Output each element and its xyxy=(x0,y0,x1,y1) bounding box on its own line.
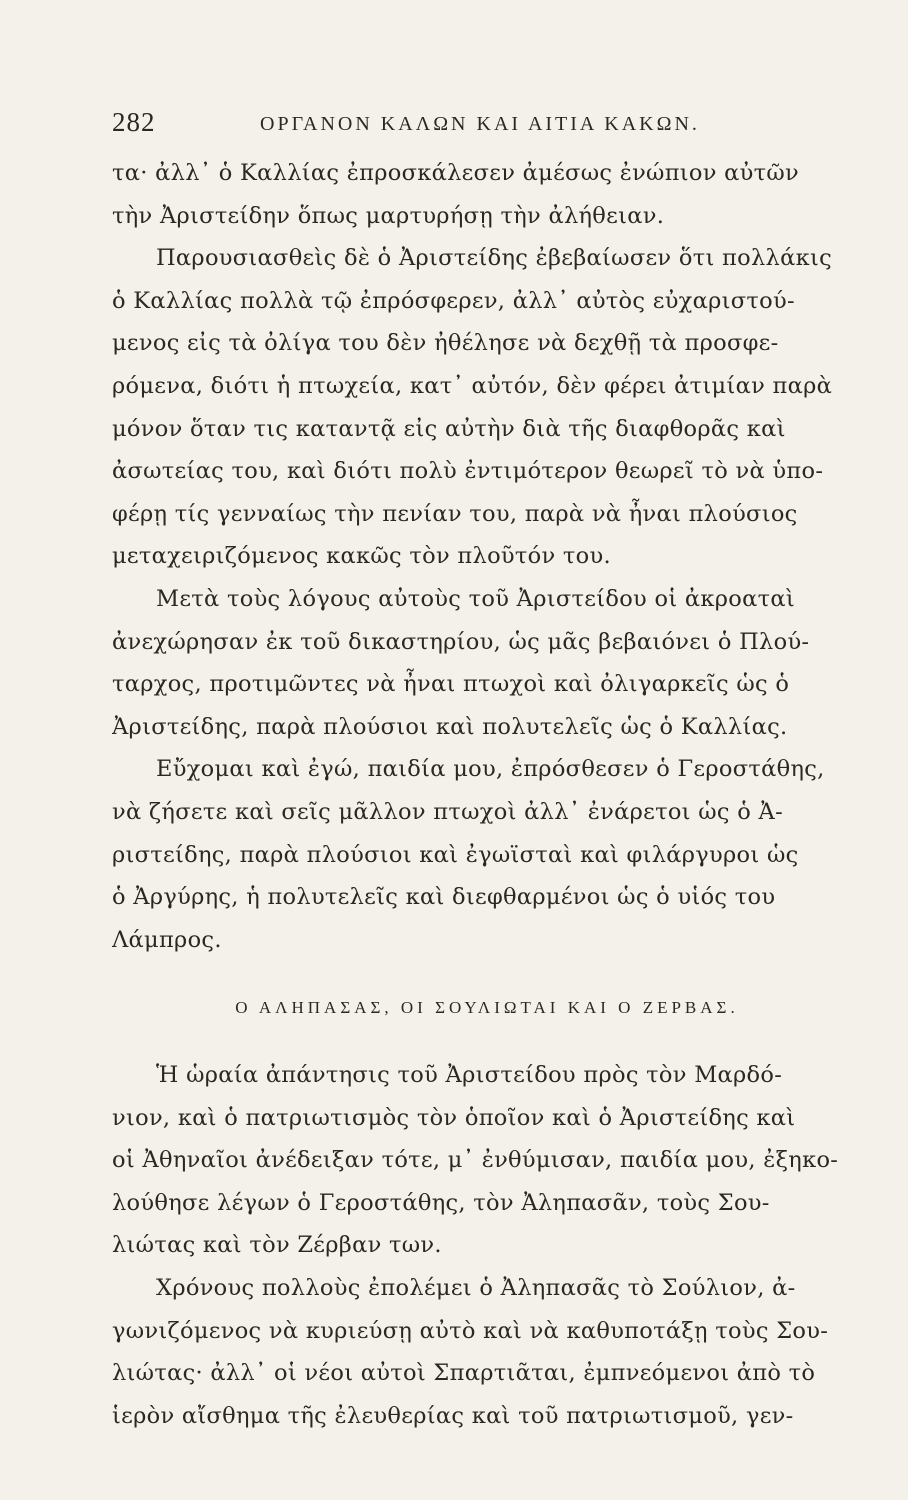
text-line: φέρῃ τίς γενναίως τὴν πενίαν του, παρὰ νὰ ἦναι πλούσιος xyxy=(112,500,798,527)
page-number: 282 xyxy=(112,107,156,137)
text-line: μεταχειριζόμενος κακῶς τὸν πλοῦτόν του. xyxy=(112,543,611,570)
text-line: Ἡ ὡραία ἀπάντησις τοῦ Ἀριστείδου πρὸς τὸν Μαρδό- xyxy=(156,1062,783,1088)
text-line: λιώτας· ἀλλ᾽ οἱ νέοι αὐτοὶ Σπαρτιᾶται, ἐμπνεόμενοι ἀπὸ τὸ xyxy=(112,1360,816,1387)
text-line: Μετὰ τοὺς λόγους αὐτοὺς τοῦ Ἀριστείδου οἱ ἀκροαταὶ xyxy=(156,585,795,612)
text-line: νὰ ζήσετε καὶ σεῖς μᾶλλον πτωχοὶ ἀλλ᾽ ἐνάρετοι ὡς ὁ Ἀ- xyxy=(112,798,784,825)
text-line: λιώτας καὶ τὸν Ζέρβαν των. xyxy=(112,1232,442,1259)
text-line: ἀνεχώρησαν ἐκ τοῦ δικαστηρίου, ὡς μᾶς βεβαιόνει ὁ Πλού- xyxy=(112,628,810,655)
section-heading: Ο ΑΛΗΠΑΣΑΣ, ΟΙ ΣΟΥΛΙΩΤΑΙ ΚΑΙ Ο ΖΕΡΒΑΣ. xyxy=(235,998,739,1017)
text-line: Χρόνους πολλοὺς ἐπολέμει ὁ Ἀληπασᾶς τὸ Σούλιον, ἀ- xyxy=(156,1274,796,1301)
text-line: Ἀριστείδης, παρὰ πλούσιοι καὶ πολυτελεῖς ὡς ὁ Καλλίας. xyxy=(112,713,788,740)
text-line: Εὔχομαι καὶ ἐγώ, παιδία μου, ἐπρόσθεσεν ὁ Γεροστάθης, xyxy=(156,756,825,783)
text-line: ταρχος, προτιμῶντες νὰ ἦναι πτωχοὶ καὶ ὀλιγαρκεῖς ὡς ὁ xyxy=(112,671,790,698)
text-line: νιον, καὶ ὁ πατριωτισμὸς τὸν ὁποῖον καὶ ὁ Ἀριστείδης καὶ xyxy=(112,1104,796,1131)
text-block-2 xyxy=(112,1054,862,1437)
page-header xyxy=(112,103,872,143)
text-line: ριστείδης, παρὰ πλούσιοι καὶ ἐγωϊσταὶ καὶ φιλάργυροι ὡς xyxy=(112,841,799,868)
text-line: Παρουσιασθεὶς δὲ ὁ Ἀριστείδης ἐβεβαίωσεν ὅτι πολλάκις xyxy=(156,245,832,272)
text-line: μενος εἰς τὰ ὀλίγα του δὲν ἠθέλησε νὰ δεχθῇ τὰ προσφε- xyxy=(112,330,779,357)
text-line: ἀσωτείας του, καὶ διότι πολὺ ἐντιμότερον θεωρεῖ τὸ νὰ ὑπο- xyxy=(112,458,824,485)
text-line: ὁ Καλλίας πολλὰ τῷ ἐπρόσφερεν, ἀλλ᾽ αὐτὸς εὐχαριστού- xyxy=(112,287,795,314)
text-line: Λάμπρος. xyxy=(112,926,222,953)
text-block-1 xyxy=(112,152,862,961)
text-line: ὁ Ἀργύρης, ἡ πολυτελεῖς καὶ διεφθαρμένοι ὡς ὁ υἱός του xyxy=(112,884,776,911)
text-line: γωνιζόμενος νὰ κυριεύσῃ αὐτὸ καὶ νὰ καθυποτάξῃ τοὺς Σου- xyxy=(112,1317,829,1344)
text-line: ἱερὸν αἴσθημα τῆς ἐλευθερίας καὶ τοῦ πατριωτισμοῦ, γεν- xyxy=(112,1402,794,1429)
text-line: ρόμενα, διότι ἡ πτωχεία, κατ᾽ αὐτόν, δὲν φέρει ἀτιμίαν παρὰ xyxy=(112,372,833,399)
text-line: οἱ Ἀθηναῖοι ἀνέδειξαν τότε, μ᾽ ἐνθύμισαν, παιδία μου, ἐξηκο- xyxy=(112,1147,839,1174)
text-line: τὴν Ἀριστείδην ὅπως μαρτυρήσῃ τὴν ἀλήθειαν. xyxy=(112,202,665,229)
running-title: ΟΡΓΑΝΟΝ ΚΑΛΩΝ ΚΑΙ ΑΙΤΙΑ ΚΑΚΩΝ. xyxy=(260,113,700,135)
text-line: λούθησε λέγων ὁ Γεροστάθης, τὸν Ἀληπασᾶν, τοὺς Σου- xyxy=(112,1189,770,1216)
text-line: μόνον ὅταν τις καταντᾷ εἰς αὐτὴν διὰ τῆς διαφθορᾶς καὶ xyxy=(112,415,786,442)
text-line: τα· ἀλλ᾽ ὁ Καλλίας ἐπροσκάλεσεν ἀμέσως ἐνώπιον αὐτῶν xyxy=(112,160,800,186)
